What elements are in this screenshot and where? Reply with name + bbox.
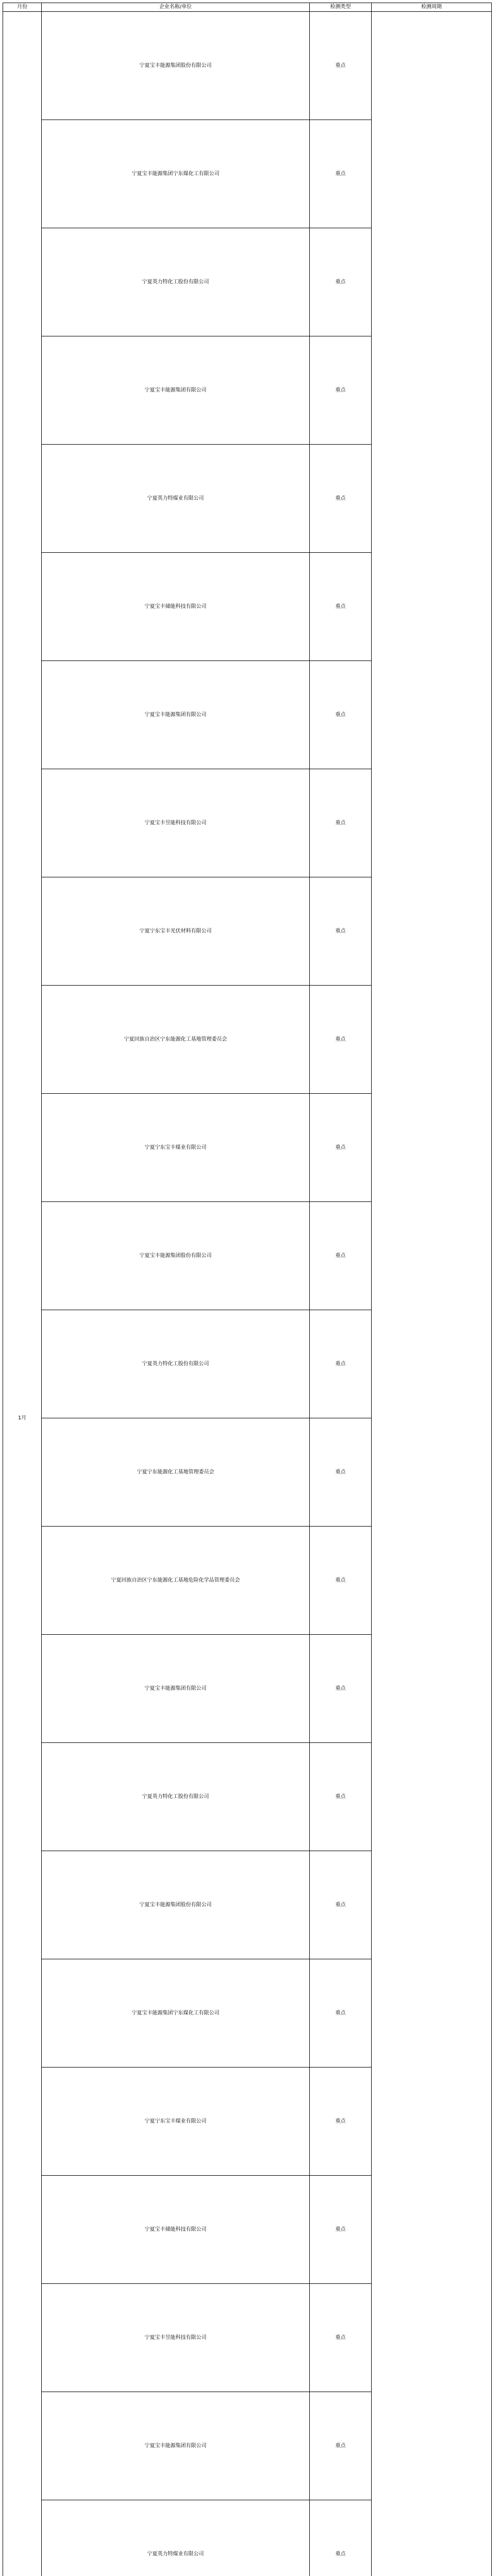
- type-cell: 重点: [310, 1310, 372, 1418]
- company-cell: 宁夏宝丰昱能科技有限公司: [42, 2284, 310, 2392]
- company-cell: 宁夏宝丰能源集团有限公司: [42, 1635, 310, 1743]
- type-cell: 重点: [310, 1851, 372, 1959]
- table-row: [3, 12, 492, 120]
- company-cell: 宁夏宝丰储能科技有限公司: [42, 553, 310, 661]
- type-cell: 重点: [310, 228, 372, 336]
- type-cell: 重点: [310, 986, 372, 1094]
- company-cell: 宁夏宁东宝丰光伏材料有限公司: [42, 877, 310, 986]
- type-cell: 重点: [310, 769, 372, 877]
- company-cell: 宁夏宝丰能源集团宁东煤化工有限公司: [42, 120, 310, 228]
- company-cell: 宁夏宝丰能源集团有限公司: [42, 661, 310, 769]
- type-cell: 重点: [310, 1418, 372, 1527]
- type-cell: 重点: [310, 1635, 372, 1743]
- company-cell: 宁夏宁东宝丰煤业有限公司: [42, 2067, 310, 2176]
- type-cell: 重点: [310, 1743, 372, 1851]
- company-cell: 宁夏宝丰能源集团股份有限公司: [42, 12, 310, 120]
- type-cell: 重点: [310, 553, 372, 661]
- table-body: [3, 12, 492, 2576]
- type-cell: 重点: [310, 12, 372, 120]
- company-cell: 宁夏英力特化工股份有限公司: [42, 1310, 310, 1418]
- company-cell: 宁夏英力特煤业有限公司: [42, 2500, 310, 2576]
- company-cell: 宁夏英力特化工股份有限公司: [42, 228, 310, 336]
- month-cell: 1月: [3, 12, 42, 2576]
- inspection-schedule-table: [3, 3, 492, 2576]
- company-cell: 宁夏宁东宝丰煤业有限公司: [42, 1094, 310, 1202]
- header-type: 检测类型: [310, 3, 372, 12]
- company-cell: 宁夏宝丰储能科技有限公司: [42, 2176, 310, 2284]
- company-cell: 宁夏英力特煤业有限公司: [42, 445, 310, 553]
- company-cell: 宁夏英力特化工股份有限公司: [42, 1743, 310, 1851]
- company-cell: 宁夏宝丰能源集团股份有限公司: [42, 1851, 310, 1959]
- type-cell: 重点: [310, 2284, 372, 2392]
- type-cell: 重点: [310, 1202, 372, 1310]
- type-cell: 重点: [310, 1094, 372, 1202]
- header-row: [3, 3, 492, 12]
- type-cell: 重点: [310, 2500, 372, 2576]
- company-cell: 宁夏回族自治区宁东能源化工基地危险化学品管理委员会: [42, 1527, 310, 1635]
- company-cell: 宁夏宝丰能源集团股份有限公司: [42, 1202, 310, 1310]
- type-cell: 重点: [310, 445, 372, 553]
- type-cell: 重点: [310, 661, 372, 769]
- type-cell: 重点: [310, 1527, 372, 1635]
- type-cell: 重点: [310, 336, 372, 445]
- company-cell: 宁夏宝丰能源集团宁东煤化工有限公司: [42, 1959, 310, 2067]
- type-cell: 重点: [310, 2067, 372, 2176]
- type-cell: 重点: [310, 2392, 372, 2500]
- company-cell: 宁夏宁东能源化工基地管理委员会: [42, 1418, 310, 1527]
- note-cell: [372, 12, 492, 2576]
- company-cell: 宁夏宝丰能源集团有限公司: [42, 2392, 310, 2500]
- header-company: 企业名称/单位: [42, 3, 310, 12]
- company-cell: 宁夏宝丰昱能科技有限公司: [42, 769, 310, 877]
- company-cell: 宁夏宝丰能源集团有限公司: [42, 336, 310, 445]
- company-cell: 宁夏回族自治区宁东能源化工基地管理委员会: [42, 986, 310, 1094]
- header-month: 月份: [3, 3, 42, 12]
- header-note: 检测周期: [372, 3, 492, 12]
- type-cell: 重点: [310, 877, 372, 986]
- type-cell: 重点: [310, 120, 372, 228]
- type-cell: 重点: [310, 2176, 372, 2284]
- type-cell: 重点: [310, 1959, 372, 2067]
